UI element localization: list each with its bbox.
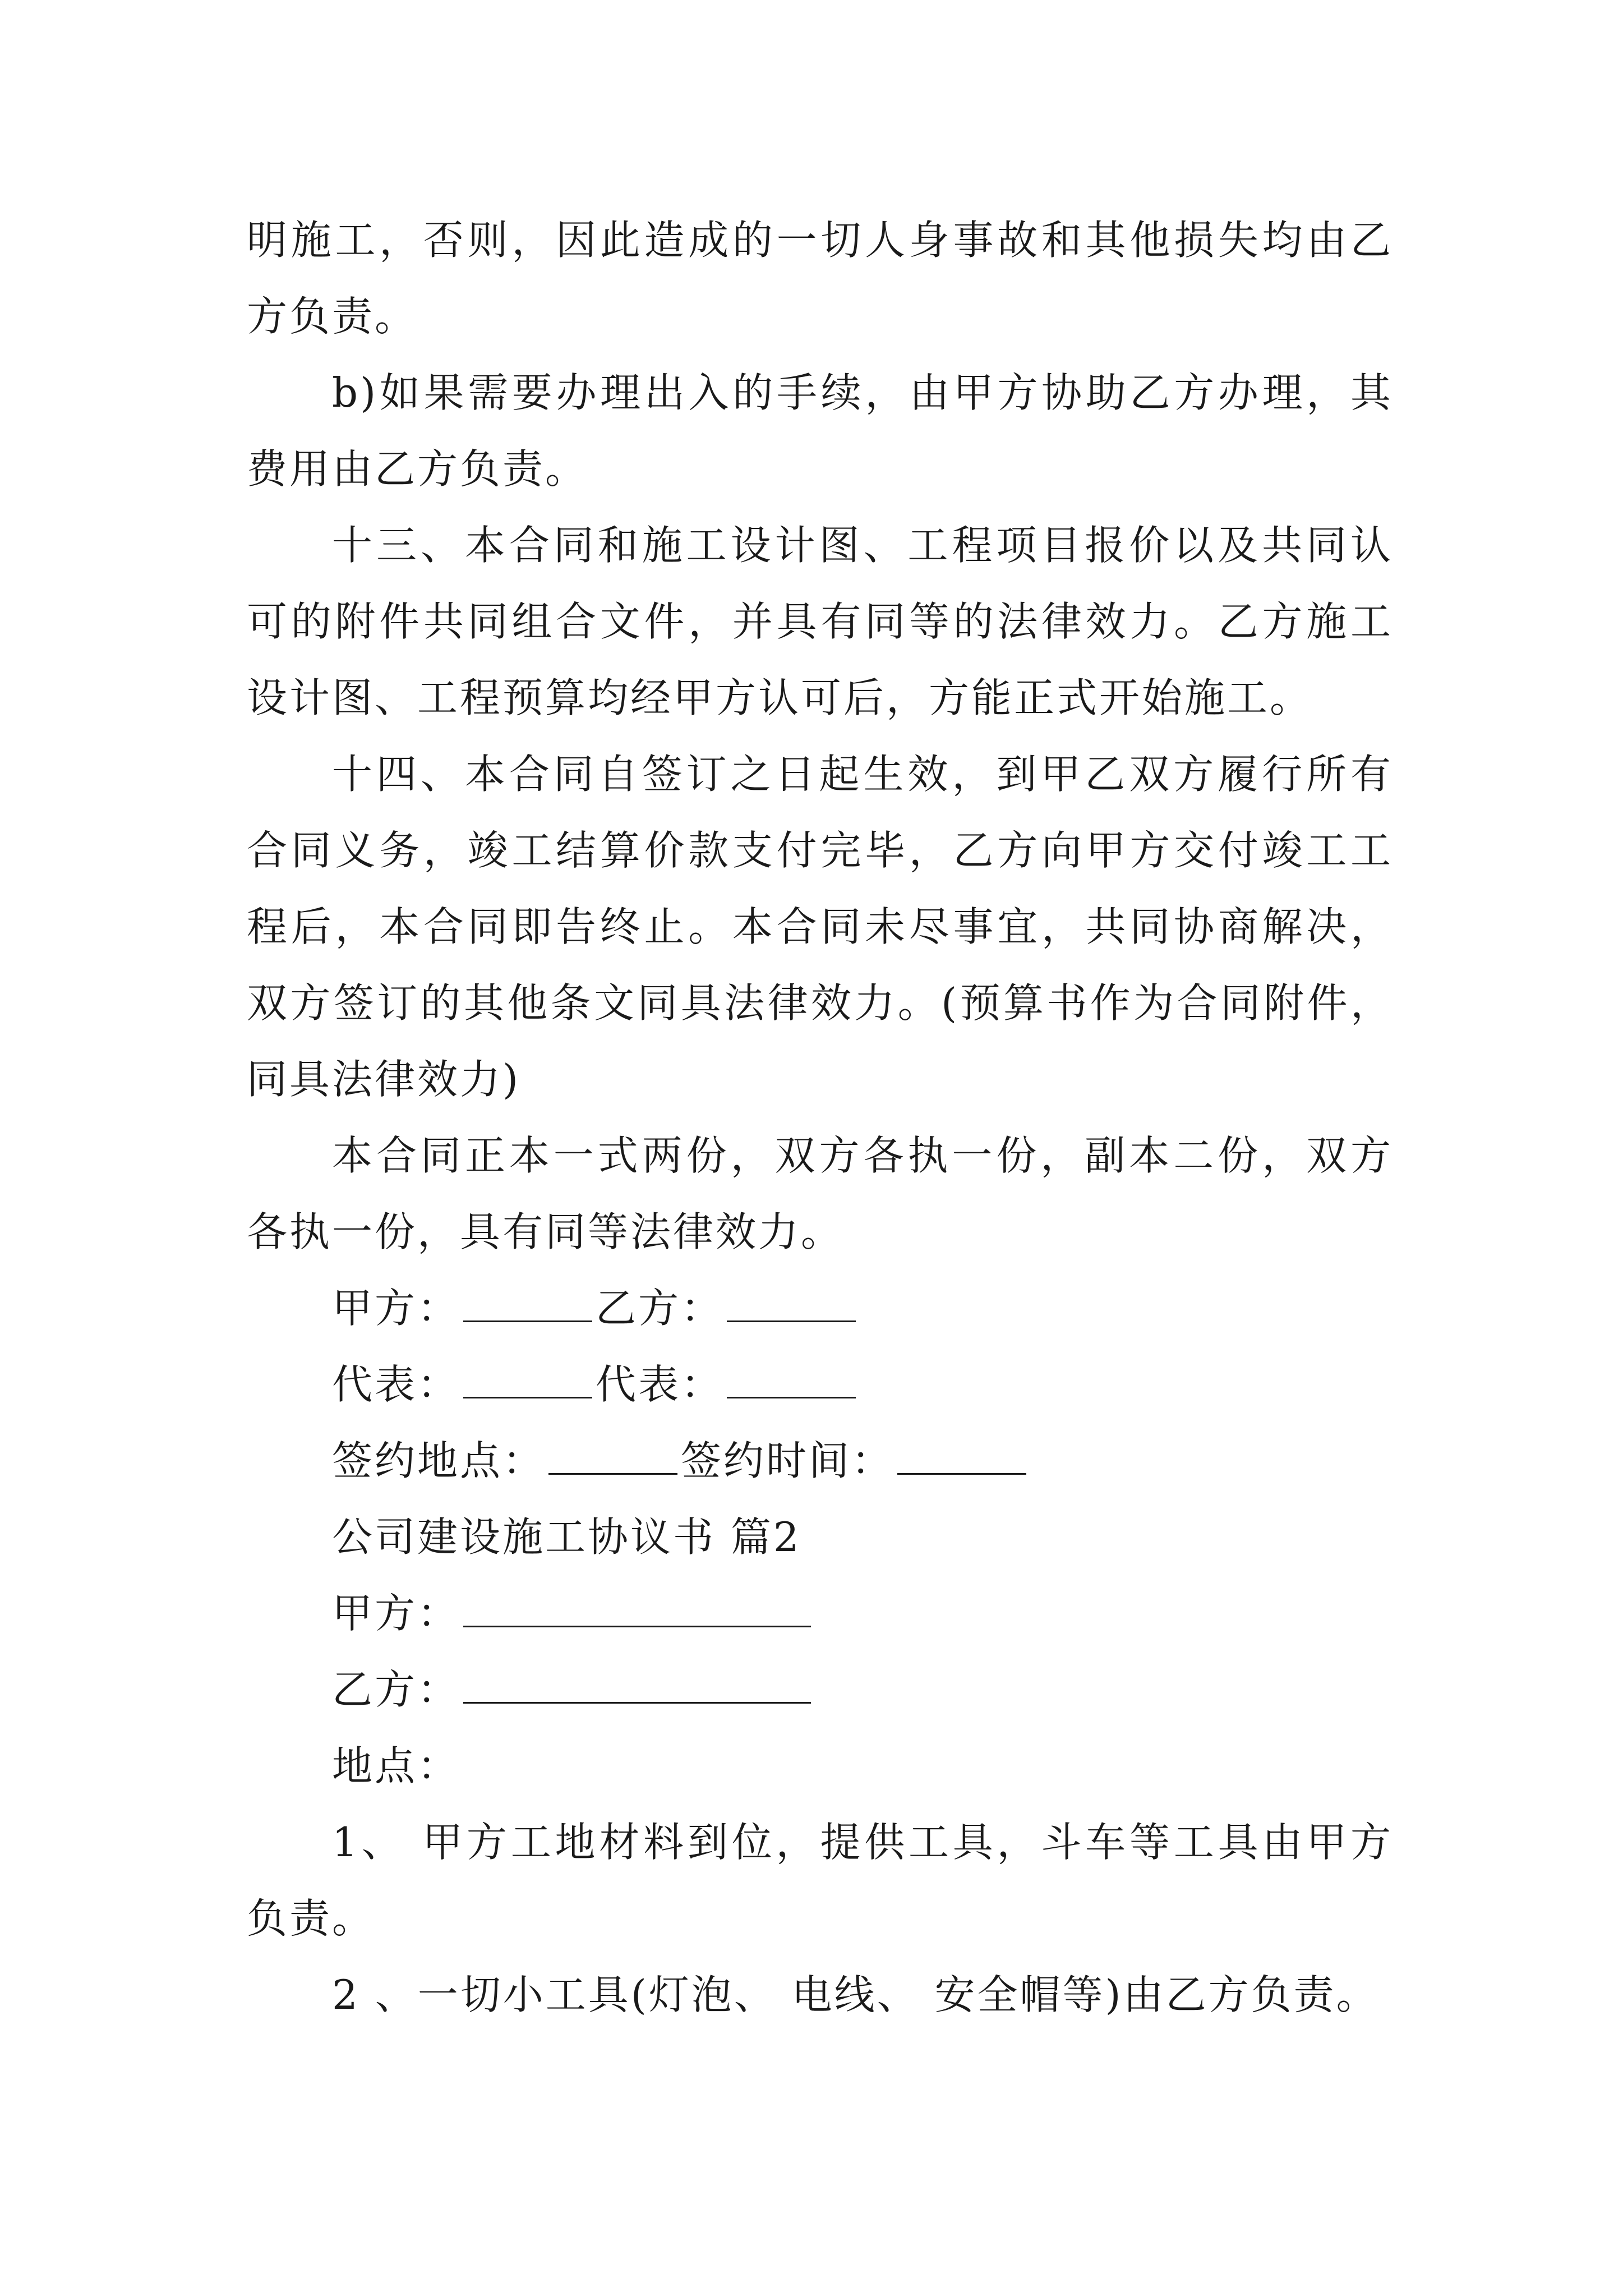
section-2-location-label: 地点： [332, 1742, 460, 1789]
section-2-party-b-line [247, 1651, 1393, 1728]
sign-time-blank [897, 1439, 1026, 1475]
signature-representatives-line [247, 1346, 1393, 1423]
section-2-location-line [247, 1728, 1393, 1804]
sign-time-label: 签约时间： [681, 1437, 895, 1484]
paragraph-b-entry-procedure: b)如果需要办理出入的手续，由甲方协助乙方办理，其费用由乙方负责。 [247, 369, 1393, 493]
section-2-party-a-label: 甲方： [332, 1590, 460, 1637]
section-2-title: 公司建设施工协议书 篇2 [332, 1513, 801, 1561]
rep-b-blank [727, 1363, 856, 1398]
item-1: 1、 甲方工地材料到位，提供工具，斗车等工具由甲方负责。 [247, 1819, 1393, 1942]
paragraph-continuation: 明施工，否则，因此造成的一切人身事故和其他损失均由乙方负责。 [247, 217, 1393, 340]
item-2: 2 、一切小工具(灯泡、 电线、 安全帽等)由乙方负责。 [332, 1971, 1379, 2018]
party-a-blank [463, 1287, 592, 1322]
section-2-party-b-blank [463, 1668, 811, 1704]
sign-place-blank [548, 1439, 677, 1475]
paragraph-copies: 本合同正本一式两份，双方各执一份，副本二份，双方各执一份，具有同等法律效力。 [247, 1132, 1393, 1255]
party-b-blank [727, 1287, 856, 1322]
sign-place-label: 签约地点： [332, 1437, 546, 1484]
signature-parties-line [247, 1270, 1393, 1346]
rep-a-label: 代表： [332, 1361, 460, 1408]
rep-a-blank [463, 1363, 592, 1398]
signature-place-time-line [247, 1423, 1393, 1499]
party-b-label: 乙方： [596, 1285, 724, 1332]
paragraph-clause-13: 十三、本合同和施工设计图、工程项目报价以及共同认可的附件共同组合文件，并具有同等的法律效力。乙方施工设计图、工程预算均经甲方认可后，方能正式开始施工。 [247, 522, 1393, 721]
party-a-label: 甲方： [332, 1285, 460, 1332]
section-2-party-a-line [247, 1575, 1393, 1651]
section-2-party-b-label: 乙方： [332, 1666, 460, 1713]
document-body [247, 202, 1393, 2033]
paragraph-clause-14: 十四、本合同自签订之日起生效，到甲乙双方履行所有合同义务，竣工结算价款支付完毕，乙方向甲方交付竣工工程后，本合同即告终止。本合同未尽事宜，共同协商解决，双方签订的其他条文同具法律效力。(预算书作为合同附件，同具法律效力) [247, 751, 1393, 1103]
rep-b-label: 代表： [596, 1361, 724, 1408]
section-2-party-a-blank [463, 1592, 811, 1627]
